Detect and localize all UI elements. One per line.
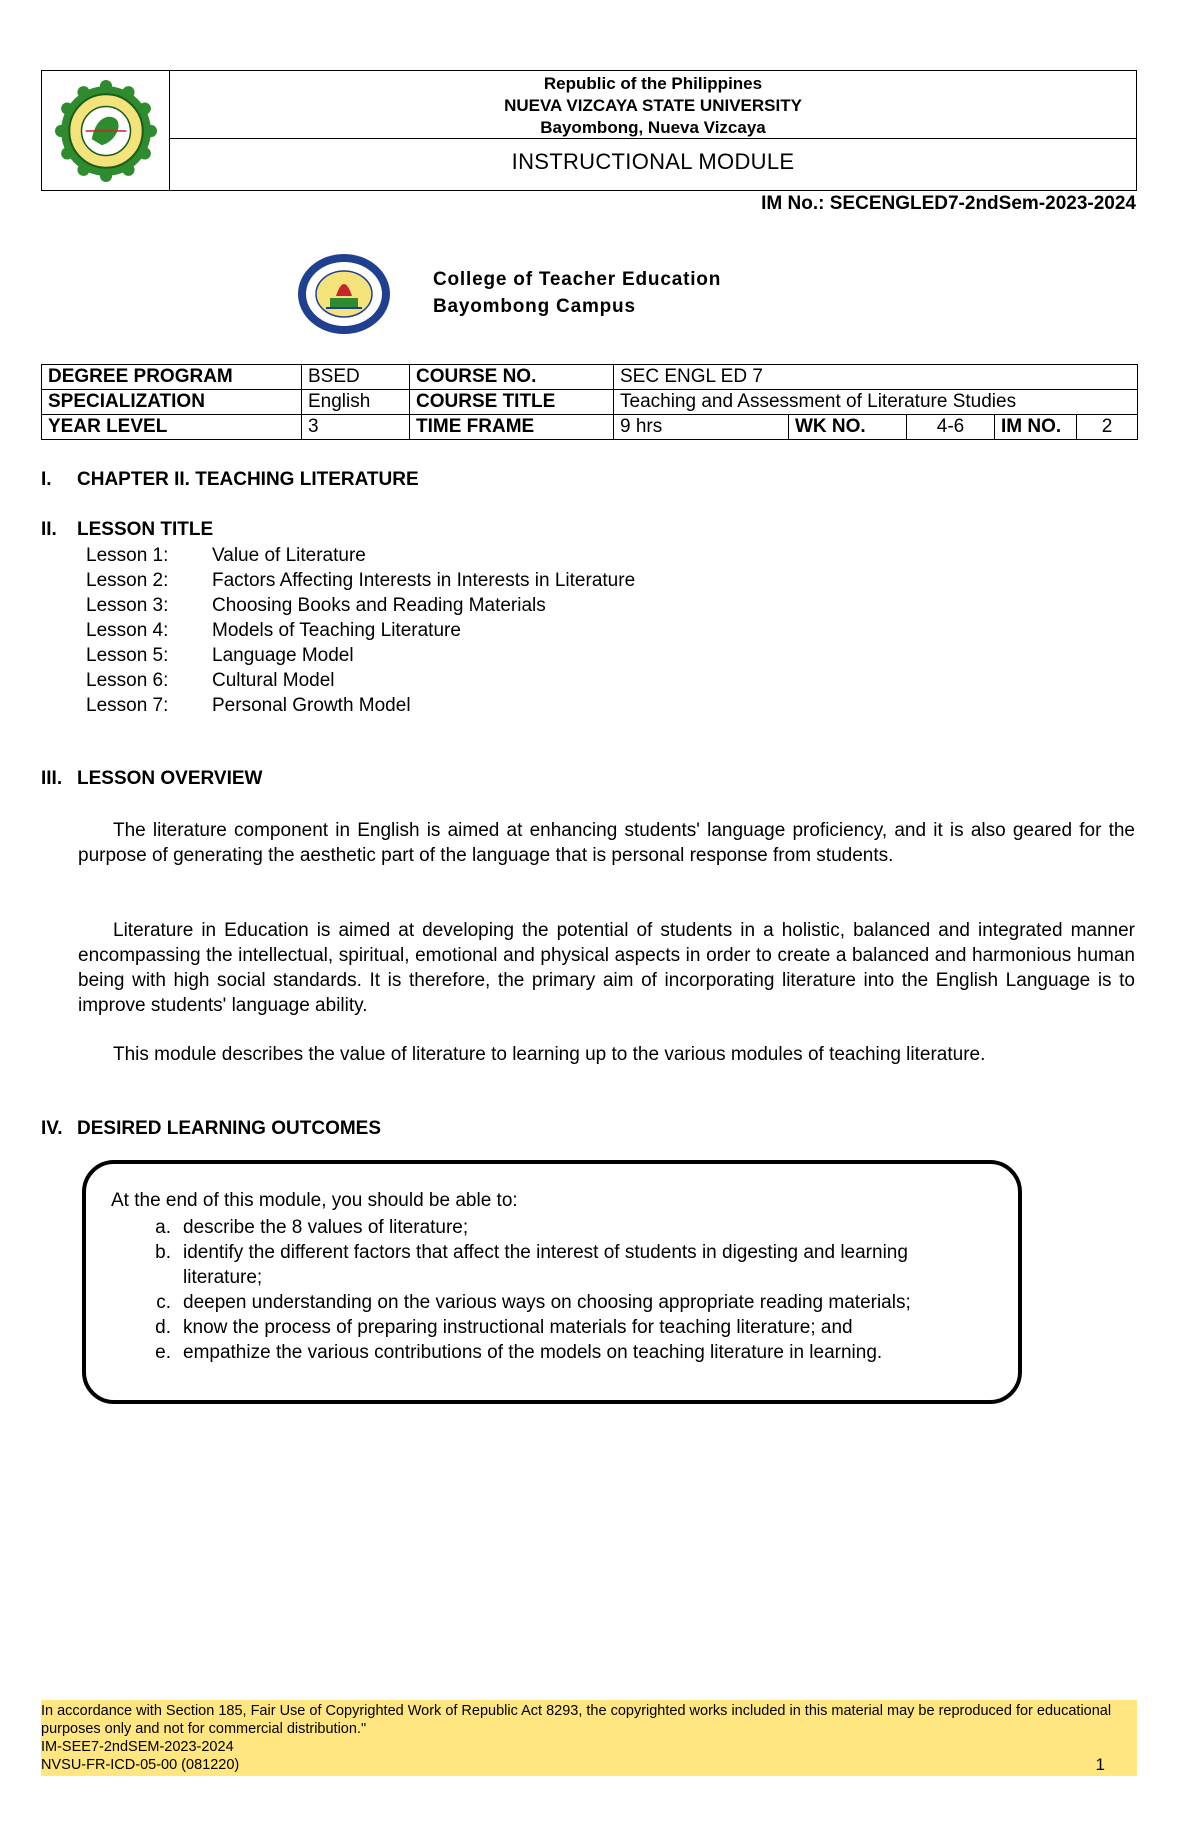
university-heading (170, 71, 1136, 139)
time-frame-value: 9 hrs (614, 415, 789, 440)
table-row (42, 390, 1138, 415)
year-level-value: 3 (302, 415, 410, 440)
page-number: 1 (1095, 1755, 1105, 1774)
overview-paragraph-1: The literature component in English is aimed at enhancing students' language proficiency, and it is also geared for the purpose of generating the aesthetic part of the language that is personal response from students. (78, 820, 1135, 866)
outcomes-list (111, 1215, 991, 1365)
section-number: IV. (41, 1118, 63, 1139)
copyright-notice: In accordance with Section 185, Fair Use of Copyrighted Work of Republic Act 8293, the copyrighted works included in this material may be reproduced for educational purposes only and not for commercial distribution." (41, 1703, 1112, 1737)
list-item: Lesson 5: Language Model (86, 645, 354, 666)
section-title: DESIRED LEARNING OUTCOMES (77, 1118, 382, 1139)
overview-paragraph-2: Literature in Education is aimed at developing the potential of students in a holistic, balanced and integrated manner encompassing the intellectual, spiritual, emotional and physical aspects in order to create a balanced and harmonious human being with high social standards. It is therefore, the primary aim of incorporating literature into the English Language is to improve students' language ability. (78, 920, 1135, 1016)
im-no-value: 2 (1077, 415, 1138, 440)
nvsu-seal-icon (55, 80, 157, 182)
cte-seal-icon (296, 252, 392, 336)
footer-code-1: IM-SEE7-2ndSEM-2023-2024 (41, 1739, 234, 1755)
overview-paragraph-3: This module describes the value of literature to learning up to the various modules of teaching literature. (113, 1044, 986, 1065)
list-item: Lesson 7: Personal Growth Model (86, 695, 411, 716)
list-item: Lesson 1: Value of Literature (86, 545, 366, 566)
section-title: LESSON TITLE (77, 519, 214, 540)
time-frame-label: TIME FRAME (410, 415, 614, 440)
list-item: Lesson 2: Factors Affecting Interests in Interests in Literature (86, 570, 636, 591)
module-type: INSTRUCTIONAL MODULE (511, 149, 795, 174)
list-item: b. identify the different factors that affect the interest of students in digesting and learning literature; (155, 1242, 908, 1288)
course-no-label: COURSE NO. (410, 365, 614, 390)
course-title-label: COURSE TITLE (410, 390, 614, 415)
list-item: e. empathize the various contributions of the models on teaching literature in learning. (155, 1342, 883, 1363)
im-number: IM No.: SECENGLED7-2ndSem-2023-2024 (761, 193, 1136, 214)
im-no-label: IM NO. (995, 415, 1077, 440)
list-item: d. know the process of preparing instructional materials for teaching literature; and (155, 1317, 853, 1338)
section-learning-outcomes (41, 1118, 381, 1140)
college-seal (296, 252, 392, 341)
university-location: Bayombong, Nueva Vizcaya (540, 118, 766, 137)
footer-code-2: NVSU-FR-ICD-05-00 (081220) (41, 1757, 240, 1773)
list-item: Lesson 4: Models of Teaching Literature (86, 620, 461, 641)
section-title: CHAPTER II. TEACHING LITERATURE (77, 469, 419, 490)
week-no-value: 4-6 (907, 415, 995, 440)
college-campus: Bayombong Campus (433, 296, 636, 317)
list-item: Lesson 3: Choosing Books and Reading Materials (86, 595, 546, 616)
republic-line: Republic of the Philippines (543, 74, 763, 93)
university-seal (42, 71, 170, 190)
year-level-label: YEAR LEVEL (42, 415, 302, 440)
section-lesson-overview (41, 768, 262, 790)
section-title: LESSON OVERVIEW (77, 768, 263, 789)
college-block (433, 266, 721, 320)
table-row (42, 365, 1138, 390)
course-title-value: Teaching and Assessment of Literature Studies (614, 390, 1138, 415)
page-footer (41, 1700, 1137, 1776)
section-number: III. (41, 768, 63, 789)
degree-program-value: BSED (302, 365, 410, 390)
specialization-value: English (302, 390, 410, 415)
section-chapter (41, 469, 419, 491)
outcomes-box (82, 1160, 1022, 1404)
list-item: Lesson 6: Cultural Model (86, 670, 335, 691)
section-number: II. (41, 519, 57, 540)
specialization-label: SPECIALIZATION (42, 390, 302, 415)
university-name: NUEVA VIZCAYA STATE UNIVERSITY (504, 96, 802, 115)
table-row (42, 415, 1138, 440)
section-number: I. (41, 469, 52, 490)
course-info-table (41, 364, 1138, 440)
list-item: c. deepen understanding on the various ways on choosing appropriate reading materials; (156, 1292, 911, 1313)
list-item: a. describe the 8 values of literature; (155, 1217, 469, 1238)
course-no-value: SEC ENGL ED 7 (614, 365, 1138, 390)
college-name: College of Teacher Education (433, 269, 722, 290)
lesson-list (86, 543, 635, 718)
document-header (41, 70, 1137, 191)
week-no-label: WK NO. (789, 415, 907, 440)
outcomes-intro: At the end of this module, you should be able to: (111, 1190, 518, 1211)
section-lesson-title (41, 519, 213, 541)
degree-program-label: DEGREE PROGRAM (42, 365, 302, 390)
